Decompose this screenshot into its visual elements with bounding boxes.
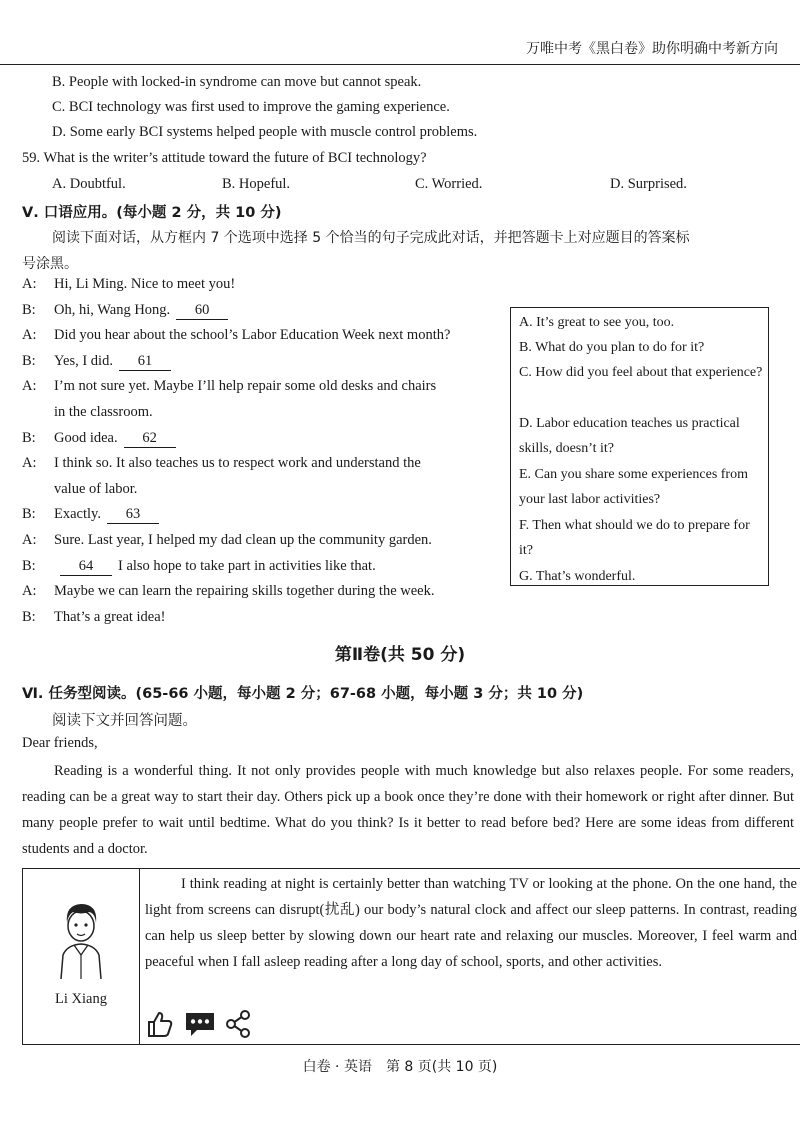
dialogue-speaker: B: <box>22 609 36 625</box>
dialogue-text: Good idea. <box>54 430 118 446</box>
section5-title: Ⅴ. 口语应用。(每小题 2 分，共 10 分) <box>22 205 282 221</box>
dialogue-speaker: B: <box>22 506 36 522</box>
dialogue-line <box>22 378 436 395</box>
dialogue-text-after-blank: I also hope to take part in activities like that. <box>118 558 376 574</box>
student-comment: I think reading at night is certainly better than watching TV or looking at the phone. On the one hand, the light from screens can disrupt(扰乱) our body’s natural clock and affect our sleep patterns. In contrast, reading can help us sleep better by slowing down our heart rate and relaxing our muscles. Moreover, I feel warm and peaceful when I fall asleep reading after a long day of school, sports, and other activities. <box>145 876 797 970</box>
section5-instruction-2: 号涂黑。 <box>22 256 78 272</box>
dialogue-speaker: B: <box>22 353 36 369</box>
thumbs-up-icon[interactable] <box>145 1009 175 1039</box>
dialogue-text: That’s a great idea! <box>54 609 166 625</box>
dialogue-line <box>22 583 435 600</box>
dialogue-text: Oh, hi, Wang Hong. <box>54 302 171 318</box>
box-option-e: E. Can you share some experiences from your last labor activities? <box>519 467 748 507</box>
dialogue-line <box>22 558 376 576</box>
dialogue-speaker: A: <box>22 327 37 343</box>
action-icons <box>145 1009 252 1044</box>
page-footer: 白卷 · 英语 第 8 页(共 10 页) <box>302 1059 498 1075</box>
dialogue-text: Sure. Last year, I helped my dad clean up the community garden. <box>54 532 432 548</box>
options-box <box>510 307 769 586</box>
page-header: 万唯中考《黑白卷》助你明确中考新方向 <box>526 41 778 57</box>
dialogue-text: Exactly. <box>54 506 101 522</box>
dialogue-text: Did you hear about the school’s Labor Education Week next month? <box>54 327 451 343</box>
comment-card <box>22 868 800 1045</box>
share-icon[interactable] <box>224 1009 252 1039</box>
answer-blank[interactable]: 63 <box>107 507 159 524</box>
dialogue-line <box>22 353 177 371</box>
box-option-b: B. What do you plan to do for it? <box>519 340 705 355</box>
dialogue-line <box>22 609 166 626</box>
avatar-panel <box>23 869 140 1044</box>
dialogue-speaker: A: <box>22 532 37 548</box>
dialogue-line <box>22 302 234 320</box>
answer-blank[interactable]: 64 <box>60 559 112 576</box>
student-name: Li Xiang <box>55 991 107 1007</box>
comment-icon[interactable] <box>183 1009 217 1039</box>
dialogue-line <box>22 404 153 421</box>
dialogue-speaker: B: <box>22 558 36 574</box>
box-option-a: A. It’s great to see you, too. <box>519 315 675 330</box>
dialogue-text: I think so. It also teaches us to respect work and understand the <box>54 455 421 471</box>
dialogue-line <box>22 455 421 472</box>
dialogue-line <box>22 430 182 448</box>
dialogue-line <box>22 276 235 293</box>
answer-blank[interactable]: 62 <box>124 431 176 448</box>
dialogue-speaker: B: <box>22 430 36 446</box>
answer-blank[interactable]: 60 <box>176 303 228 320</box>
q59-option-d: D. Surprised. <box>610 176 687 192</box>
box-option-d: D. Labor education teaches us practical skills, doesn’t it? <box>519 416 740 456</box>
dialogue-text: in the classroom. <box>54 404 153 420</box>
section5-instruction-1: 阅读下面对话，从方框内 7 个选项中选择 5 个恰当的句子完成此对话，并把答题卡上对应题目的答案标 <box>52 230 690 246</box>
q59-option-a: A. Doubtful. <box>52 176 126 192</box>
part2-title: 第Ⅱ卷(共 50 分) <box>334 645 466 665</box>
dialogue-text: value of labor. <box>54 481 138 497</box>
letter-paragraph: Reading is a wonderful thing. It not only provides people with much knowledge but also relaxes people. For some readers, reading can be a great way to start their day. Others pick up a book once they’re done with their homework or right after dinner. But many people prefer to wait until bedtime. What do you think? Is it better to read before bed? Here are some ideas from different students and a doctor. <box>22 763 794 857</box>
dialogue-speaker: A: <box>22 378 37 394</box>
dialogue-text: Yes, I did. <box>54 353 113 369</box>
dialogue-line <box>22 506 165 524</box>
dialogue-speaker: B: <box>22 302 36 318</box>
q58-option-d: D. Some early BCI systems helped people with muscle control problems. <box>52 124 478 140</box>
q58-option-b: B. People with locked-in syndrome can move but cannot speak. <box>52 74 422 90</box>
dialogue-text: Maybe we can learn the repairing skills together during the week. <box>54 583 435 599</box>
avatar <box>51 899 111 981</box>
section6-title: Ⅵ. 任务型阅读。(65-66 小题，每小题 2 分；67-68 小题，每小题 3 分；共 10 分) <box>22 686 584 702</box>
box-option-c: C. How did you feel about that experience? <box>519 365 763 380</box>
header-divider <box>0 64 800 65</box>
section6-instruction: 阅读下文并回答问题。 <box>52 713 197 729</box>
q59-stem: 59. What is the writer’s attitude toward the future of BCI technology? <box>22 150 427 166</box>
dialogue-text: Hi, Li Ming. Nice to meet you! <box>54 276 236 292</box>
q58-option-c: C. BCI technology was first used to improve the gaming experience. <box>52 99 450 115</box>
q59-option-b: B. Hopeful. <box>222 176 291 192</box>
dialogue-line <box>22 532 432 549</box>
q59-option-c: C. Worried. <box>415 176 483 192</box>
answer-blank[interactable]: 61 <box>119 354 171 371</box>
dialogue-speaker: A: <box>22 583 37 599</box>
letter-greeting: Dear friends, <box>22 735 98 751</box>
dialogue-line <box>22 327 450 344</box>
box-option-f: F. Then what should we do to prepare for it? <box>519 518 750 558</box>
dialogue-line <box>22 481 137 498</box>
dialogue-text: I’m not sure yet. Maybe I’ll help repair some old desks and chairs <box>54 378 437 394</box>
dialogue-speaker: A: <box>22 276 37 292</box>
box-option-g: G. That’s wonderful. <box>519 569 636 584</box>
dialogue-speaker: A: <box>22 455 37 471</box>
